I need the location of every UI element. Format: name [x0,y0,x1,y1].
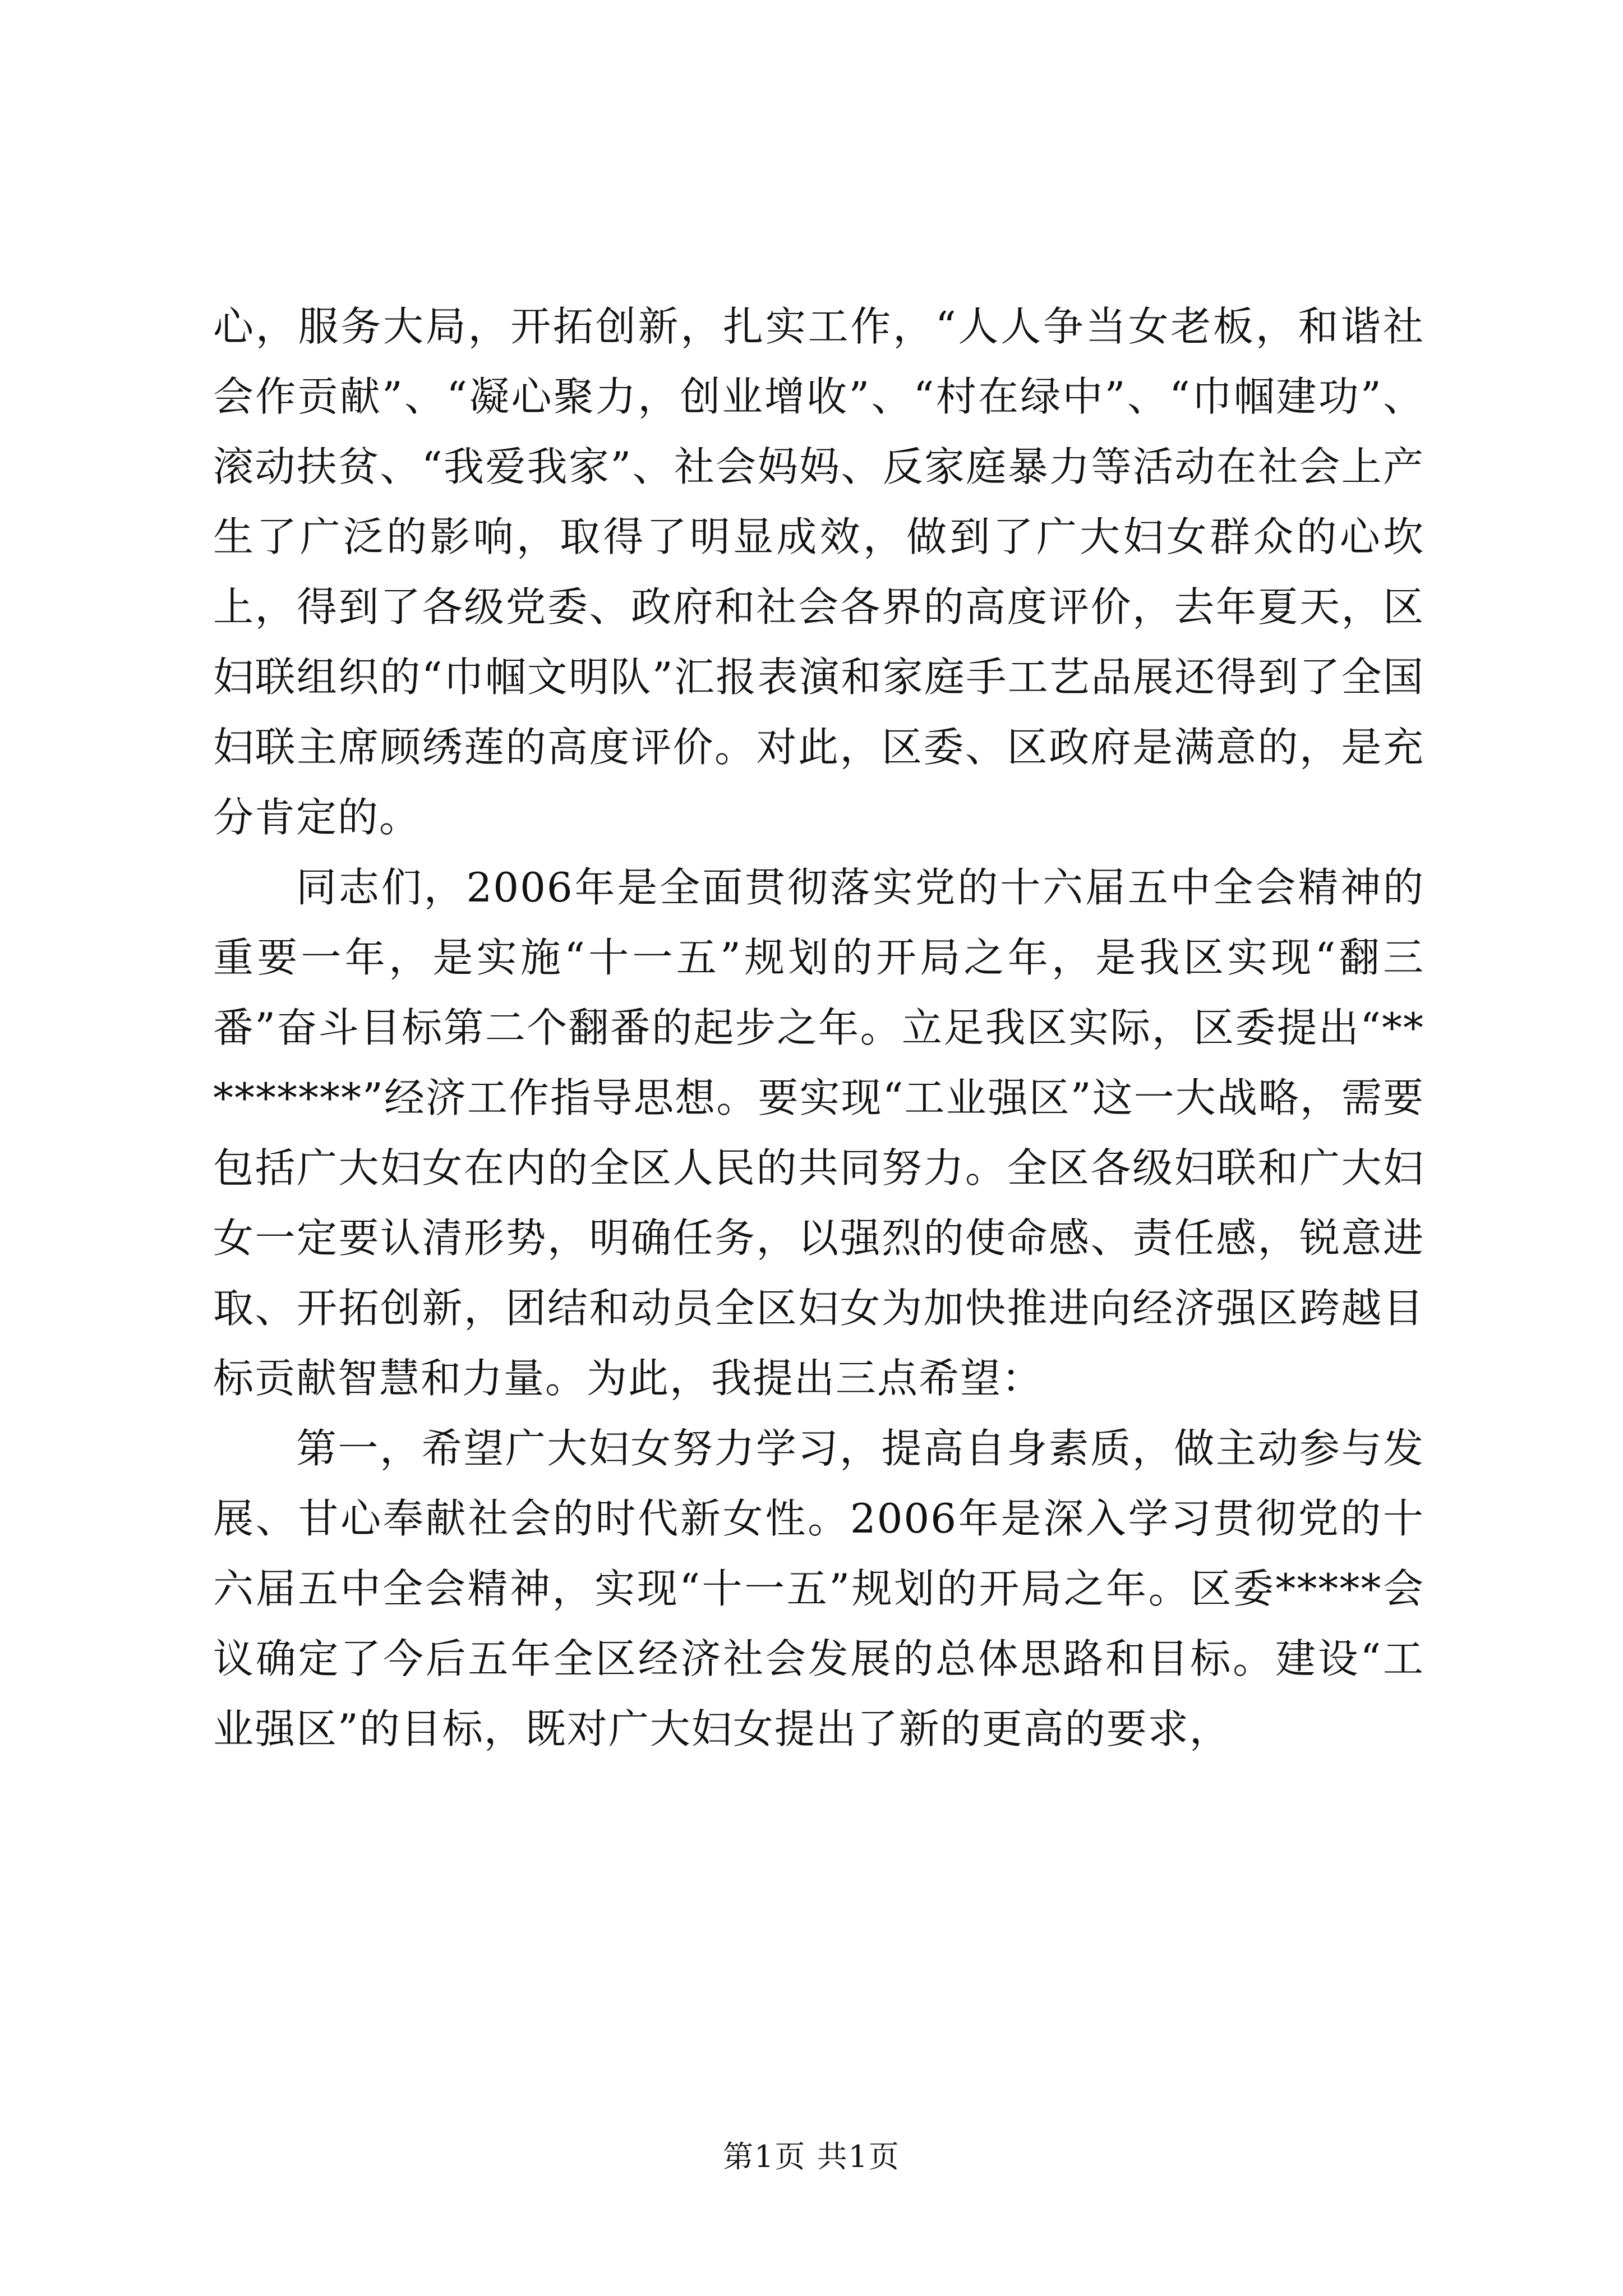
page-footer: 第1页 共1页 [723,2139,900,2174]
document-body [213,292,1424,1764]
paragraph-first-hope: 第一，希望广大妇女努力学习，提高自身素质，做主动参与发展、甘心奉献社会的时代新女性。2006年是深入学习贯彻党的十六届五中全会精神，实现“十一五”规划的开局之年。区委*****会议确定了今后五年全区经济社会发展的总体思路和目标。建设“工业强区”的目标，既对广大妇女提出了新的更高的要求， [213,1425,1424,1752]
paragraph-continued: 心，服务大局，开拓创新，扎实工作，“人人争当女老板，和谐社会作贡献”、“凝心聚力，创业增收”、“村在绿中”、“巾帼建功”、滚动扶贫、“我爱我家”、社会妈妈、反家庭暴力等活动在社会上产生了广泛的影响，取得了明显成效，做到了广大妇女群众的心坎上，得到了各级党委、政府和社会各界的高度评价，去年夏天，区妇联组织的“巾帼文明队”汇报表演和家庭手工艺品展还得到了全国妇联主席顾绣莲的高度评价。对此，区委、区政府是满意的，是充分肯定的。 [213,303,1424,841]
paragraph-comrades: 同志们，2006年是全面贯彻落实党的十六届五中全会精神的重要一年，是实施“十一五”规划的开局之年，是我区实现“翻三番”奋斗目标第二个翻番的起步之年。立足我区实际，区委提出“*********”经济工作指导思想。要实现“工业强区”这一大战略，需要包括广大妇女在内的全区人民的共同努力。全区各级妇联和广大妇女一定要认清形势，明确任务，以强烈的使命感、责任感，锐意进取、开拓创新，团结和动员全区妇女为加快推进向经济强区跨越目标贡献智慧和力量。为此，我提出三点希望： [213,864,1424,1402]
